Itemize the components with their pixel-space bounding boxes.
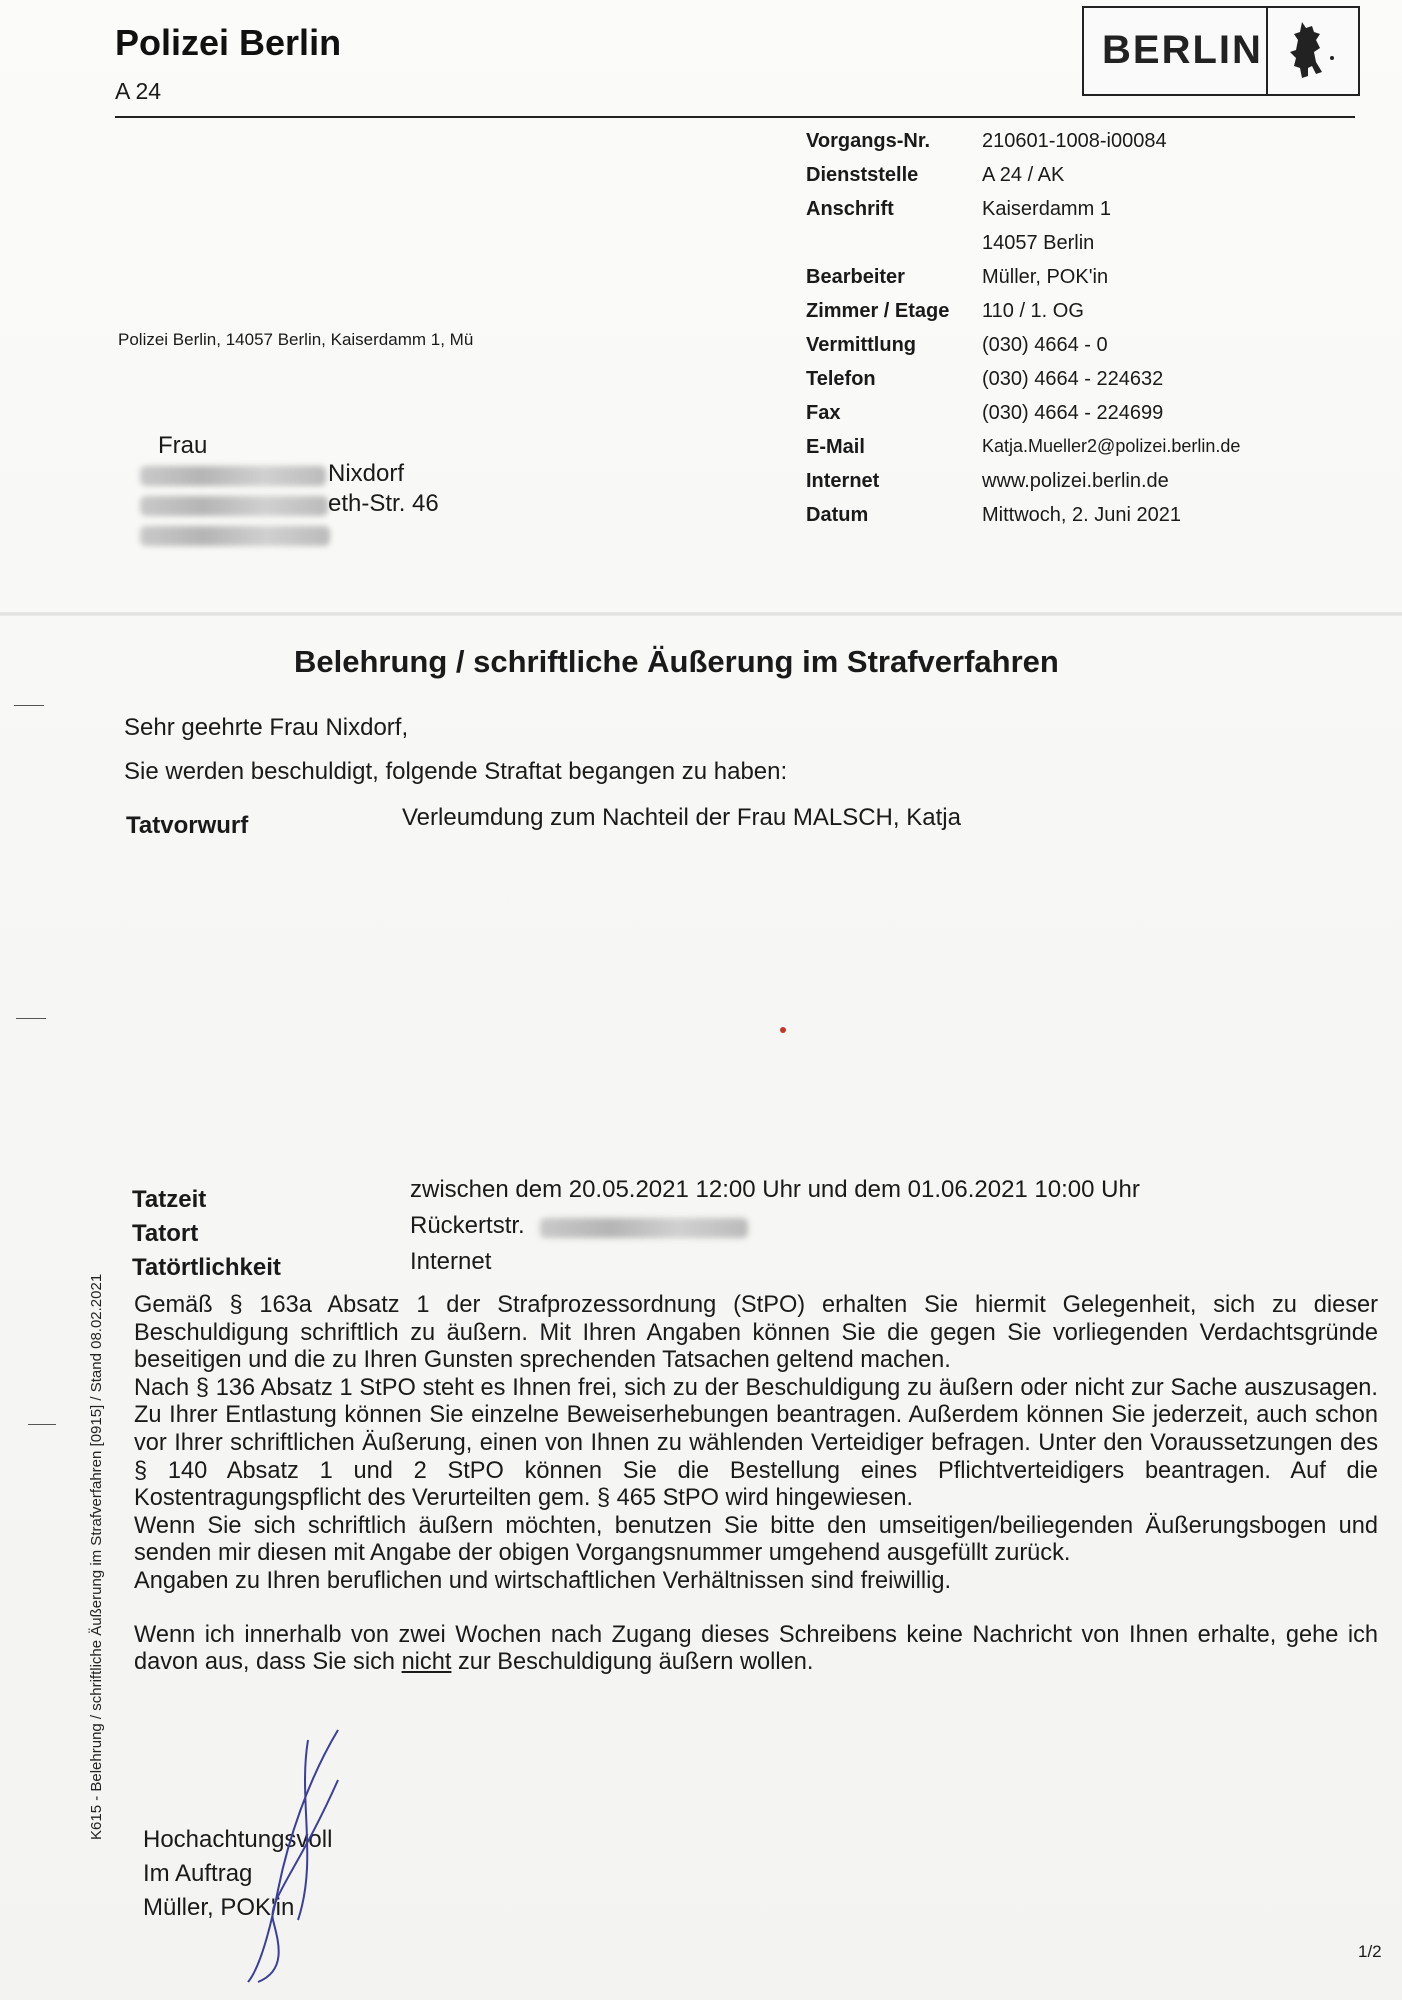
organization-unit: A 24 xyxy=(115,78,162,104)
closing-name: Müller, POK'in xyxy=(143,1894,295,1921)
berlin-logo xyxy=(1082,6,1360,96)
intro-text: Sie werden beschuldigt, folgende Straftat begangen zu haben: xyxy=(124,758,788,785)
fold-mark xyxy=(14,705,44,706)
info-value: (030) 4664 - 224699 xyxy=(982,402,1164,424)
info-value: 210601-1008-i00084 xyxy=(982,130,1167,152)
logo-divider xyxy=(1266,8,1268,94)
info-label: Internet xyxy=(806,470,880,492)
logo-text: BERLIN xyxy=(1102,28,1263,72)
redacted-house-number xyxy=(540,1218,748,1238)
form-reference: K615 - Belehrung / schriftliche Äußerung im Strafverfahren [0915] / Stand 08.02.2021 xyxy=(88,1273,105,1840)
paragraph-voluntary: Angaben zu Ihren beruflichen und wirtschaftlichen Verhältnissen sind freiwillig. xyxy=(134,1567,952,1594)
info-label: Vorgangs-Nr. xyxy=(806,130,931,152)
info-value: A 24 / AK xyxy=(982,164,1065,186)
info-label: Zimmer / Etage xyxy=(806,300,950,322)
organization-name: Polizei Berlin xyxy=(115,22,342,63)
recipient-salutation: Frau xyxy=(158,432,208,459)
paragraph-136: Nach § 136 Absatz 1 StPO steht es Ihnen frei, sich zu der Beschuldigung zu äußern oder nicht zur Sache auszusagen. Zu Ihrer Entlastung können Sie einzelne Beweiserhebungen beantragen. Außerdem können Sie jederzeit, auch schon vor Ihrer schriftlichen Äußerung, einen von Ihnen zu wählenden Verteidiger befragen. Unter den Voraussetzungen des § 140 Absatz 1 und 2 StPO können Sie die Bestellung eines Pflichtverteidigers beantragen. Auf die Kostentragungspflicht des Verurteilten gem. § 465 StPO wird hingewiesen. xyxy=(134,1374,1378,1512)
redacted-first-name xyxy=(140,466,326,486)
closing-regards: Hochachtungsvoll xyxy=(143,1826,333,1853)
info-label: Anschrift xyxy=(806,198,894,220)
detail-value-location: Internet xyxy=(410,1248,492,1275)
body-text xyxy=(134,1292,1378,1677)
info-label: Telefon xyxy=(806,368,876,390)
info-label: E-Mail xyxy=(806,436,865,458)
info-label: Dienststelle xyxy=(806,164,919,186)
redacted-city xyxy=(140,526,330,546)
paragraph-reply: Wenn Sie sich schriftlich äußern möchten, benutzen Sie bitte den umseitigen/beiliegenden Äußerungsbogen und senden mir diesen mit Angabe der obigen Vorgangsnummer umgehend ausgefüllt zurück. xyxy=(134,1512,1378,1567)
page-number: 1/2 xyxy=(1358,1942,1382,1961)
offense-label: Tatvorwurf xyxy=(126,812,249,839)
detail-label-time: Tatzeit xyxy=(132,1186,207,1213)
detail-value-place: Rückertstr. xyxy=(410,1212,525,1239)
info-value: Katja.Mueller2@polizei.berlin.de xyxy=(982,436,1241,456)
bear-icon xyxy=(1280,18,1340,82)
detail-label-place: Tatort xyxy=(132,1220,199,1247)
detail-value-time: zwischen dem 20.05.2021 12:00 Uhr und dem 01.06.2021 10:00 Uhr xyxy=(410,1176,1140,1203)
sender-line: Polizei Berlin, 14057 Berlin, Kaiserdamm 1, Mü xyxy=(118,330,474,349)
info-value: Müller, POK'in xyxy=(982,266,1109,288)
info-label: Vermittlung xyxy=(806,334,917,356)
greeting: Sehr geehrte Frau Nixdorf, xyxy=(124,714,409,741)
info-value: 14057 Berlin xyxy=(982,232,1095,254)
handwritten-signature xyxy=(218,1720,408,1990)
ink-dot xyxy=(780,1027,786,1033)
detail-label-location: Tatörtlichkeit xyxy=(132,1254,281,1281)
info-label: Datum xyxy=(806,504,869,526)
info-value: (030) 4664 - 0 xyxy=(982,334,1108,356)
info-label: Fax xyxy=(806,402,841,424)
paragraph-deadline: Wenn ich innerhalb von zwei Wochen nach Zugang dieses Schreibens keine Nachricht von Ihnen erhalte, gehe ich davon aus, dass Sie sich nicht zur Beschuldigung äußern wollen. xyxy=(134,1621,1378,1676)
emphasis-nicht: nicht xyxy=(401,1649,452,1676)
info-value: (030) 4664 - 224632 xyxy=(982,368,1164,390)
offense-value: Verleumdung zum Nachteil der Frau MALSCH, Katja xyxy=(402,804,961,831)
info-value: 110 / 1. OG xyxy=(982,300,1084,322)
paragraph-163a: Gemäß § 163a Absatz 1 der Strafprozessordnung (StPO) erhalten Sie hiermit Gelegenheit, sich zu dieser Beschuldigung schriftlich zu äußern. Mit Ihren Angaben können Sie die gegen Sie vorliegenden Verdachtsgründe beseitigen und die zu Ihren Gunsten sprechenden Tatsachen geltend machen. xyxy=(134,1292,1378,1374)
fold-mark xyxy=(28,1424,56,1425)
closing-on-behalf: Im Auftrag xyxy=(143,1860,253,1887)
redacted-street xyxy=(140,496,328,516)
info-value: Mittwoch, 2. Juni 2021 xyxy=(982,504,1181,526)
info-label: Bearbeiter xyxy=(806,266,905,288)
fold-mark xyxy=(16,1018,46,1019)
paper-fold xyxy=(0,612,1402,616)
document-title: Belehrung / schriftliche Äußerung im Strafverfahren xyxy=(294,644,1059,679)
recipient-street: eth-Str. 46 xyxy=(328,490,439,517)
info-value: www.polizei.berlin.de xyxy=(982,470,1169,492)
header-rule xyxy=(115,116,1355,118)
info-value: Kaiserdamm 1 xyxy=(982,198,1111,220)
recipient-surname: Nixdorf xyxy=(328,460,405,487)
